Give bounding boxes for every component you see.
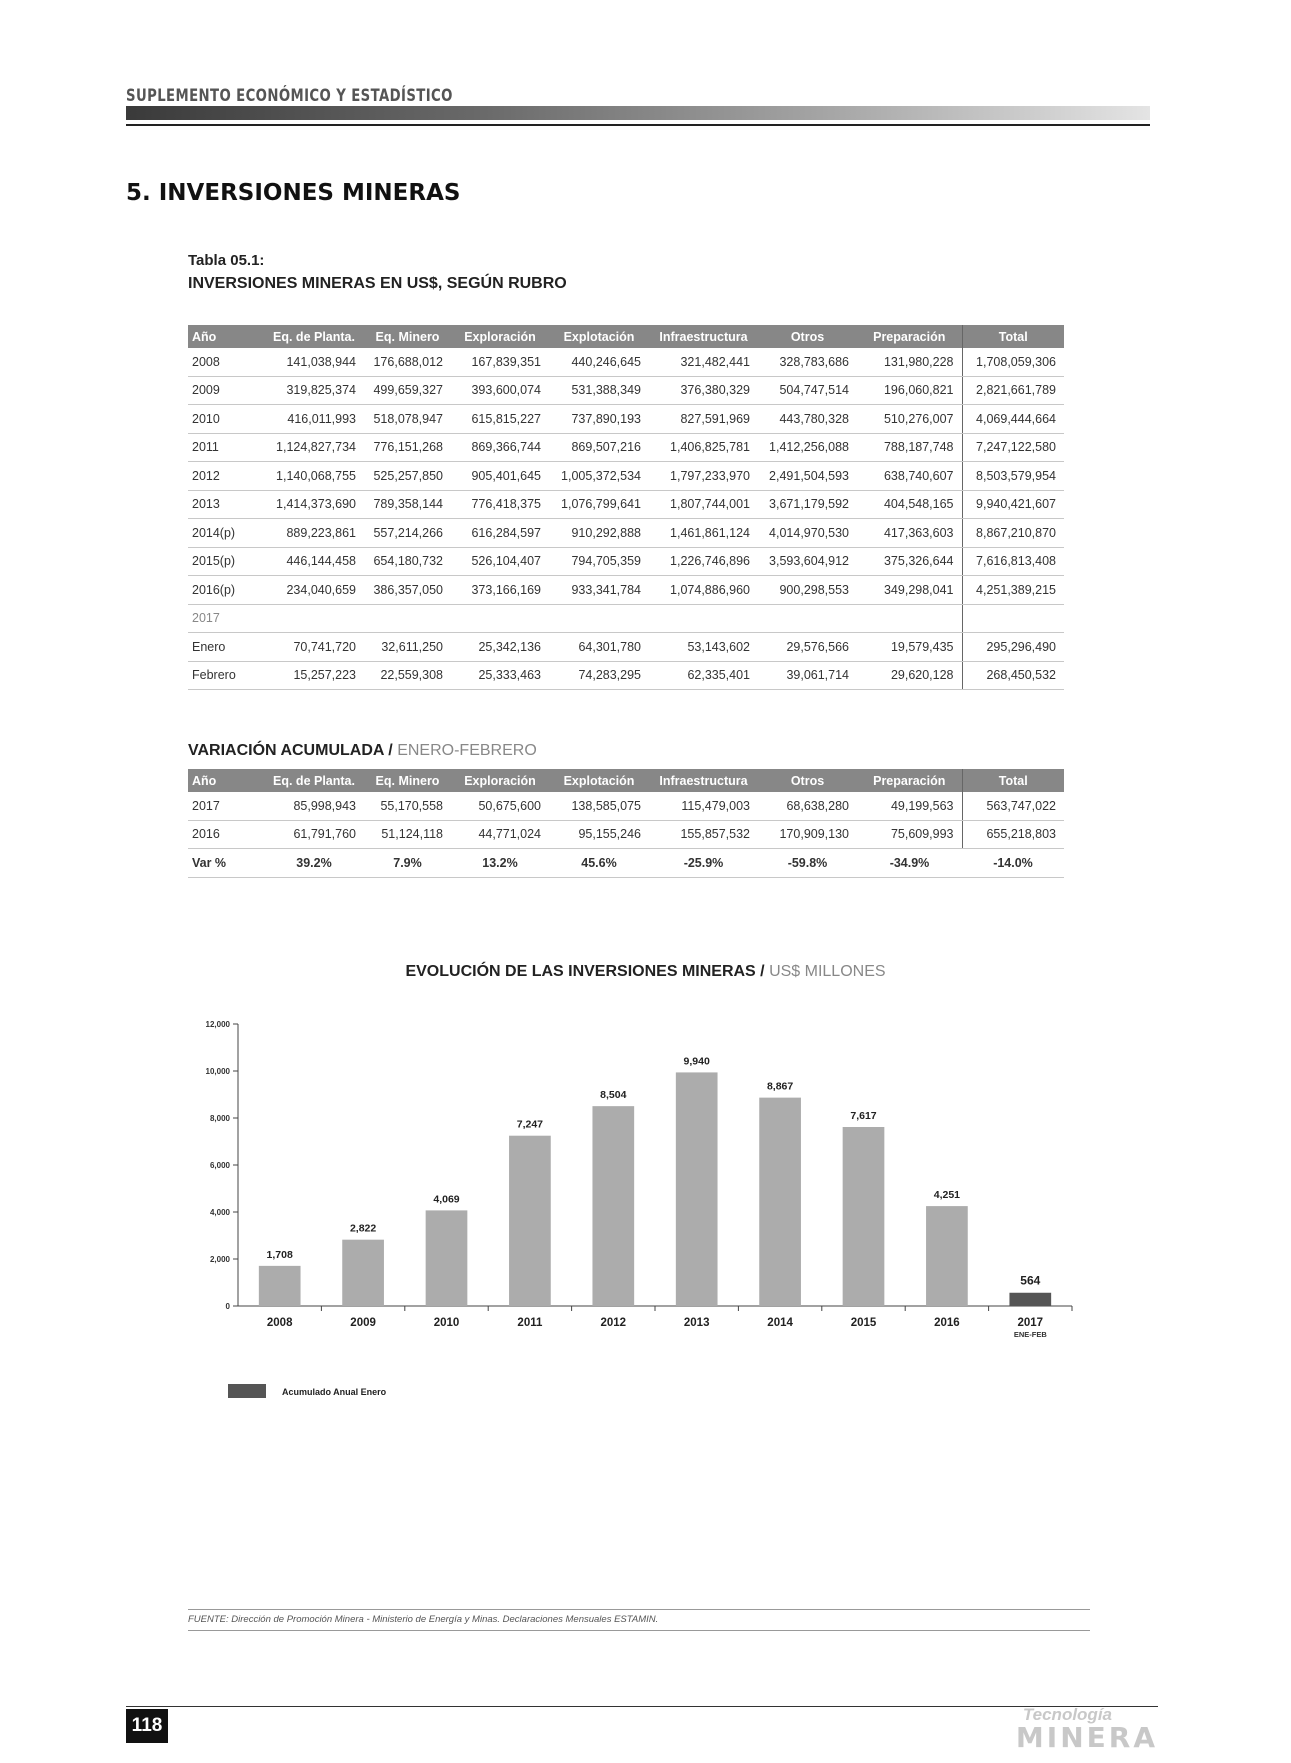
variation-cell: Var % [188, 849, 264, 878]
table-cell: 3,593,604,912 [758, 547, 857, 576]
column-header: Explotación [549, 769, 649, 792]
table-cell: Febrero [188, 661, 264, 690]
x-tick-label: 2011 [517, 1317, 543, 1329]
table-cell: 1,807,744,001 [649, 490, 758, 519]
x-tick-label: 2015 [850, 1317, 877, 1329]
table-cell: 1,074,886,960 [649, 576, 758, 605]
table-row [188, 820, 1064, 849]
table-cell: 518,078,947 [364, 405, 451, 434]
table-row [188, 462, 1064, 491]
table-cell [549, 604, 649, 633]
table-cell: 1,124,827,734 [264, 433, 364, 462]
table-cell: 4,251,389,215 [962, 576, 1064, 605]
data-label: 7,247 [516, 1118, 544, 1131]
table-cell: 889,223,861 [264, 519, 364, 548]
table-cell: 155,857,532 [649, 820, 758, 849]
table-cell: 1,140,068,755 [264, 462, 364, 491]
variation-cell: -34.9% [857, 849, 962, 878]
table-cell: 2009 [188, 376, 264, 405]
x-tick-label: 2017 [1017, 1317, 1044, 1329]
variation-cell: -14.0% [962, 849, 1064, 878]
legend-swatch [228, 1384, 266, 1398]
x-tick-sublabel: ENE-FEB [1013, 1330, 1047, 1339]
bar [676, 1072, 718, 1306]
column-header: Eq. Minero [364, 769, 451, 792]
table-cell: 404,548,165 [857, 490, 962, 519]
table-cell [649, 604, 758, 633]
variation-table-title [188, 742, 537, 760]
bar [759, 1098, 801, 1306]
table-cell: 268,450,532 [962, 661, 1064, 690]
column-header: Año [188, 769, 264, 792]
source-note: FUENTE: Dirección de Promoción Minera - Ministerio de Energía y Minas. Declaraciones Mensuales ESTAMIN. [188, 1614, 659, 1625]
bar [259, 1266, 301, 1306]
variation-cell: 7.9% [364, 849, 451, 878]
table-cell: 900,298,553 [758, 576, 857, 605]
table-cell: 319,825,374 [264, 376, 364, 405]
table-cell: 2012 [188, 462, 264, 491]
table-cell: 49,199,563 [857, 792, 962, 820]
table-cell: 393,600,074 [451, 376, 549, 405]
table-cell: 61,791,760 [264, 820, 364, 849]
x-tick-label: 2013 [683, 1317, 710, 1329]
column-header: Infraestructura [649, 325, 758, 348]
table-cell: 504,747,514 [758, 376, 857, 405]
table-cell: 95,155,246 [549, 820, 649, 849]
variation-title-main: VARIACIÓN ACUMULADA / [188, 742, 393, 759]
table-row [188, 633, 1064, 662]
data-label: 7,617 [850, 1110, 877, 1123]
logo-line2: MINERA [1015, 1721, 1158, 1754]
chart-title-units: US$ MILLONES [769, 963, 886, 980]
table-cell: 3,671,179,592 [758, 490, 857, 519]
table-row [188, 547, 1064, 576]
table-cell: 563,747,022 [962, 792, 1064, 820]
table-cell: 827,591,969 [649, 405, 758, 434]
source-rule-bottom [188, 1630, 1090, 1631]
y-tick-label: 4,000 [209, 1208, 230, 1217]
table-cell: 321,482,441 [649, 348, 758, 376]
bar [926, 1206, 968, 1306]
table-cell: 141,038,944 [264, 348, 364, 376]
table-row [188, 376, 1064, 405]
table-cell: 2,821,661,789 [962, 376, 1064, 405]
table-subtitle: INVERSIONES MINERAS EN US$, SEGÚN RUBRO [188, 275, 567, 292]
bar [592, 1106, 634, 1306]
column-header: Preparación [857, 325, 962, 348]
table-cell: 376,380,329 [649, 376, 758, 405]
column-header: Eq. de Planta. [264, 325, 364, 348]
header-title: SUPLEMENTO ECONÓMICO Y ESTADÍSTICO [126, 86, 453, 106]
table-cell: 62,335,401 [649, 661, 758, 690]
y-tick-label: 0 [225, 1302, 230, 1311]
column-header: Exploración [451, 325, 549, 348]
table-cell: 869,366,744 [451, 433, 549, 462]
table-cell: 8,503,579,954 [962, 462, 1064, 491]
table-cell: 531,388,349 [549, 376, 649, 405]
table-cell: 417,363,603 [857, 519, 962, 548]
table-cell: 1,005,372,534 [549, 462, 649, 491]
column-header: Exploración [451, 769, 549, 792]
table-cell: 39,061,714 [758, 661, 857, 690]
table-cell: 2014(p) [188, 519, 264, 548]
table-cell: 2008 [188, 348, 264, 376]
table-cell: 526,104,407 [451, 547, 549, 576]
table-cell: 53,143,602 [649, 633, 758, 662]
table-row-year-group [188, 604, 1064, 633]
header-rule [126, 124, 1150, 126]
table-cell: 44,771,024 [451, 820, 549, 849]
data-label: 8,504 [600, 1089, 627, 1102]
table-cell: 2017 [188, 792, 264, 820]
table-cell: 85,998,943 [264, 792, 364, 820]
source-rule-top [188, 1609, 1090, 1610]
x-tick-label: 2009 [350, 1317, 376, 1329]
table-cell: 616,284,597 [451, 519, 549, 548]
table-cell: 416,011,993 [264, 405, 364, 434]
table-cell: 440,246,645 [549, 348, 649, 376]
variation-cell: -59.8% [758, 849, 857, 878]
table-cell: 50,675,600 [451, 792, 549, 820]
table-cell: 794,705,359 [549, 547, 649, 576]
bar [1009, 1293, 1051, 1306]
table-cell [962, 604, 1064, 633]
table-cell: 170,909,130 [758, 820, 857, 849]
table-cell: 70,741,720 [264, 633, 364, 662]
column-header: Año [188, 325, 264, 348]
investment-table [188, 325, 1064, 690]
table-cell: 2016 [188, 820, 264, 849]
year-group-label: 2017 [188, 604, 264, 633]
x-tick-label: 2016 [934, 1317, 960, 1329]
table-cell: 1,226,746,896 [649, 547, 758, 576]
variation-cell: 39.2% [264, 849, 364, 878]
table-cell: 29,620,128 [857, 661, 962, 690]
data-label: 1,708 [266, 1248, 293, 1261]
table-cell: 789,358,144 [364, 490, 451, 519]
table-cell: 131,980,228 [857, 348, 962, 376]
table-cell: 7,247,122,580 [962, 433, 1064, 462]
table-cell: 22,559,308 [364, 661, 451, 690]
table-cell: 638,740,607 [857, 462, 962, 491]
table-cell: 8,867,210,870 [962, 519, 1064, 548]
table-cell: 29,576,566 [758, 633, 857, 662]
column-header: Eq. de Planta. [264, 769, 364, 792]
table-cell: 15,257,223 [264, 661, 364, 690]
table-cell: 234,040,659 [264, 576, 364, 605]
data-label: 8,867 [766, 1080, 794, 1093]
table-cell: 2013 [188, 490, 264, 519]
x-tick-label: 2010 [433, 1317, 460, 1329]
data-label: 564 [1020, 1273, 1041, 1288]
chart-title-main: EVOLUCIÓN DE LAS INVERSIONES MINERAS / [405, 963, 765, 980]
table-cell: 25,342,136 [451, 633, 549, 662]
x-tick-label: 2014 [767, 1317, 793, 1329]
table-cell: 443,780,328 [758, 405, 857, 434]
column-header: Preparación [857, 769, 962, 792]
table-cell: 2016(p) [188, 576, 264, 605]
publication-logo [990, 1706, 1158, 1752]
bar [843, 1127, 885, 1306]
data-label: 9,940 [683, 1055, 710, 1068]
header-gradient-bar [126, 106, 1150, 120]
table-cell: 788,187,748 [857, 433, 962, 462]
table-cell: 2010 [188, 405, 264, 434]
table-cell: 4,014,970,530 [758, 519, 857, 548]
table-cell: 869,507,216 [549, 433, 649, 462]
table-cell: 9,940,421,607 [962, 490, 1064, 519]
table-row [188, 405, 1064, 434]
table-cell: 74,283,295 [549, 661, 649, 690]
table-cell: 2011 [188, 433, 264, 462]
table-cell: 196,060,821 [857, 376, 962, 405]
table-row [188, 576, 1064, 605]
table-cell: 4,069,444,664 [962, 405, 1064, 434]
table-cell [451, 604, 549, 633]
table-cell [264, 604, 364, 633]
table-cell [857, 604, 962, 633]
column-header: Eq. Minero [364, 325, 451, 348]
table-cell: 776,151,268 [364, 433, 451, 462]
table-cell: 737,890,193 [549, 405, 649, 434]
table-cell: 115,479,003 [649, 792, 758, 820]
table-row [188, 348, 1064, 376]
table-row [188, 490, 1064, 519]
data-label: 4,069 [433, 1193, 460, 1206]
table-cell: 25,333,463 [451, 661, 549, 690]
table-row [188, 792, 1064, 820]
table-cell: 1,076,799,641 [549, 490, 649, 519]
table-cell: 167,839,351 [451, 348, 549, 376]
chart-title [0, 963, 1291, 981]
data-label: 2,822 [349, 1222, 377, 1235]
table-cell: 525,257,850 [364, 462, 451, 491]
table-cell: 1,414,373,690 [264, 490, 364, 519]
table-cell: 615,815,227 [451, 405, 549, 434]
y-tick-label: 2,000 [209, 1255, 230, 1264]
column-header: Total [962, 325, 1064, 348]
data-label: 4,251 [933, 1189, 961, 1202]
table-row [188, 433, 1064, 462]
table-cell: 386,357,050 [364, 576, 451, 605]
logo-line1: Tecnología [1022, 1705, 1112, 1724]
table-cell: 1,406,825,781 [649, 433, 758, 462]
page-number: 118 [126, 1709, 168, 1743]
variation-table [188, 769, 1064, 878]
column-header: Total [962, 769, 1064, 792]
table-cell: 776,418,375 [451, 490, 549, 519]
table-cell: 64,301,780 [549, 633, 649, 662]
table-cell: 1,461,861,124 [649, 519, 758, 548]
table-cell: 654,180,732 [364, 547, 451, 576]
table-cell: 176,688,012 [364, 348, 451, 376]
bar [342, 1240, 384, 1306]
table-cell: 68,638,280 [758, 792, 857, 820]
table-cell: 7,616,813,408 [962, 547, 1064, 576]
table-caption: Tabla 05.1: [188, 252, 265, 269]
x-tick-label: 2008 [266, 1317, 293, 1329]
y-tick-label: 12,000 [205, 1020, 230, 1029]
table-cell: 499,659,327 [364, 376, 451, 405]
column-header: Explotación [549, 325, 649, 348]
table-cell: 19,579,435 [857, 633, 962, 662]
column-header: Infraestructura [649, 769, 758, 792]
table-cell: 349,298,041 [857, 576, 962, 605]
table-cell [758, 604, 857, 633]
table-cell: 75,609,993 [857, 820, 962, 849]
table-cell: 2015(p) [188, 547, 264, 576]
legend-label: Acumulado Anual Enero [282, 1387, 387, 1397]
table-cell: 910,292,888 [549, 519, 649, 548]
table-cell: 375,326,644 [857, 547, 962, 576]
y-tick-label: 6,000 [209, 1161, 230, 1170]
table-cell: 51,124,118 [364, 820, 451, 849]
table-cell: 373,166,169 [451, 576, 549, 605]
table-cell: Enero [188, 633, 264, 662]
table-row [188, 661, 1064, 690]
table-row [188, 519, 1064, 548]
table-cell: 933,341,784 [549, 576, 649, 605]
table-cell [364, 604, 451, 633]
table-cell: 1,708,059,306 [962, 348, 1064, 376]
bar [509, 1136, 551, 1306]
table-cell: 1,412,256,088 [758, 433, 857, 462]
table-cell: 510,276,007 [857, 405, 962, 434]
table-cell: 55,170,558 [364, 792, 451, 820]
table-cell: 446,144,458 [264, 547, 364, 576]
table-cell: 905,401,645 [451, 462, 549, 491]
table-cell: 1,797,233,970 [649, 462, 758, 491]
variation-cell: 13.2% [451, 849, 549, 878]
column-header: Otros [758, 769, 857, 792]
variation-cell: -25.9% [649, 849, 758, 878]
variation-cell: 45.6% [549, 849, 649, 878]
variation-title-period: ENERO-FEBRERO [397, 742, 537, 759]
section-title: 5. INVERSIONES MINERAS [126, 180, 461, 206]
table-cell: 138,585,075 [549, 792, 649, 820]
investment-bar-chart [188, 1010, 1088, 1410]
y-tick-label: 10,000 [205, 1067, 230, 1076]
x-tick-label: 2012 [600, 1317, 627, 1329]
column-header: Otros [758, 325, 857, 348]
table-cell: 295,296,490 [962, 633, 1064, 662]
table-cell: 2,491,504,593 [758, 462, 857, 491]
table-cell: 655,218,803 [962, 820, 1064, 849]
variation-row [188, 849, 1064, 878]
table-cell: 328,783,686 [758, 348, 857, 376]
table-cell: 32,611,250 [364, 633, 451, 662]
table-cell: 557,214,266 [364, 519, 451, 548]
y-tick-label: 8,000 [209, 1114, 230, 1123]
bar [426, 1210, 468, 1306]
